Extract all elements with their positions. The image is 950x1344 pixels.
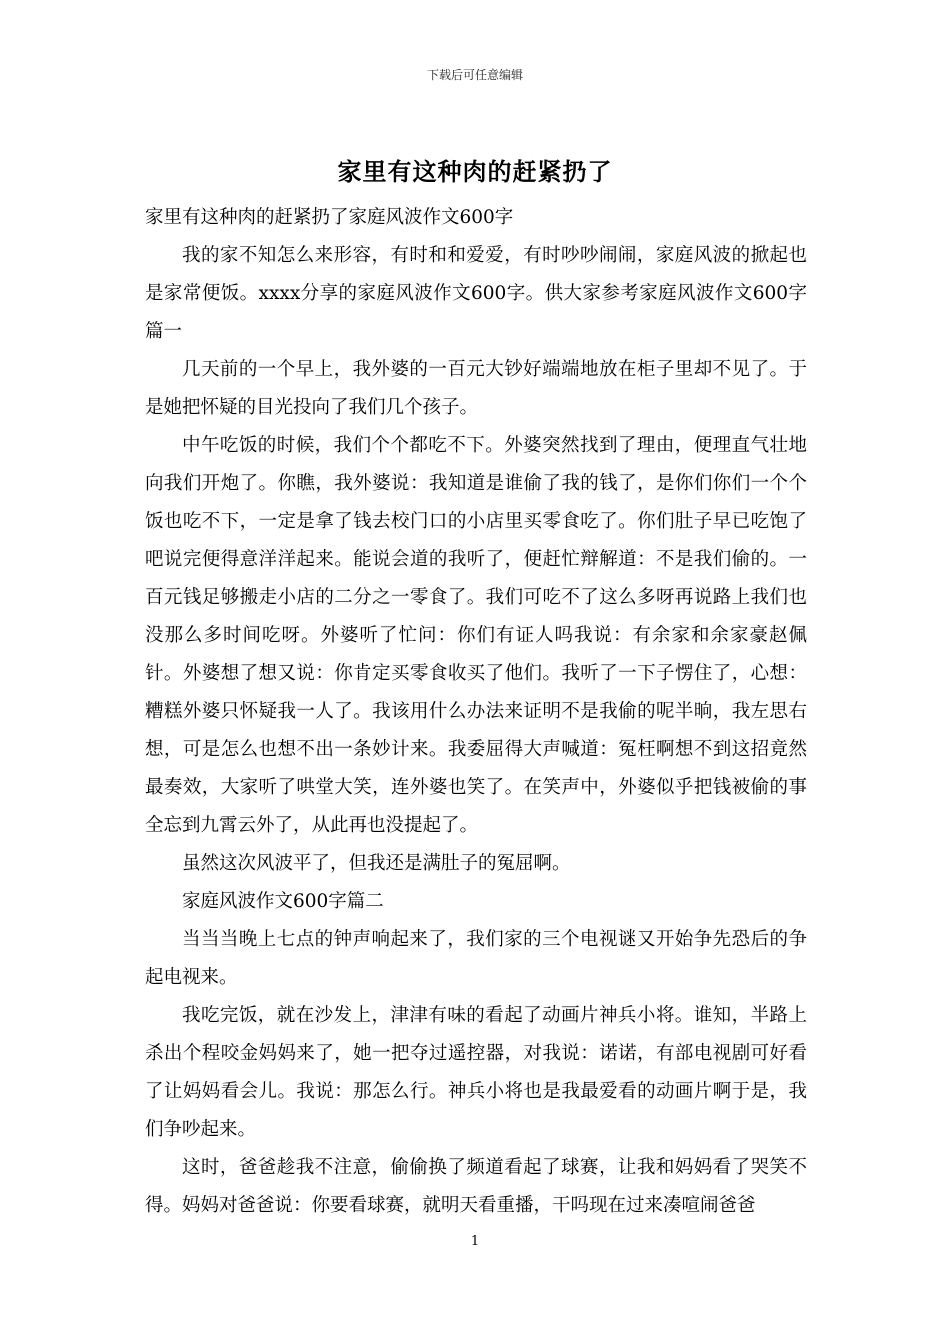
page-header-note: 下载后可任意编辑 (426, 68, 523, 82)
body-paragraph-7: 这时，爸爸趁我不注意，偷偷换了频道看起了球赛，让我和妈妈看了哭笑不得。妈妈对爸爸说：你要看球赛，就明天看重播，干吗现在过来凑喧闹爸爸 (145, 1157, 807, 1216)
body-paragraph-6: 我吃完饭，就在沙发上，津津有味的看起了动画片神兵小将。谁知，半路上杀出个程咬金妈妈来了，她一把夺过遥控器，对我说：诺诺，有部电视剧可好看了让妈妈看会儿。我说：那怎么行。神兵小将也是我最爱看的动画片啊于是，我们争吵起来。 (145, 1005, 807, 1140)
document-body (145, 199, 807, 1225)
document-subtitle: 家里有这种肉的赶紧扔了家庭风波作文600字 (145, 207, 514, 228)
document-title: 家里有这种肉的赶紧扔了 (337, 158, 613, 186)
section-heading: 家庭风波作文600字篇二 (182, 891, 384, 912)
body-paragraph-5: 当当当晚上七点的钟声响起来了，我们家的三个电视谜又开始争先恐后的争起电视来。 (145, 929, 807, 988)
body-paragraph-4: 虽然这次风波平了，但我还是满肚子的冤屈啊。 (182, 853, 571, 874)
body-paragraph-3: 中午吃饭的时候，我们个个都吃不下。外婆突然找到了理由，便理直气壮地向我们开炮了。你瞧，我外婆说：我知道是谁偷了我的钱了，是你们你们一个个饭也吃不下，一定是拿了钱去校门口的小店里买零食吃了。你们肚子早已吃饱了吧说完便得意洋洋起来。能说会道的我听了，便赶忙辩解道：不是我们偷的。一百元钱足够搬走小店的二分之一零食了。我们可吃不了这么多呀再说路上我们也没那么多时间吃呀。外婆听了忙问：你们有证人吗我说：有余家和余家豪赵佩针。外婆想了想又说：你肯定买零食收买了他们。我听了一下子愣住了，心想：糟糕外婆只怀疑我一人了。我该用什么办法来证明不是我偷的呢半晌，我左思右想，可是怎么也想不出一条妙计来。我委屈得大声喊道：冤枉啊想不到这招竟然最奏效，大家听了哄堂大笑，连外婆也笑了。在笑声中，外婆似乎把钱被偷的事全忘到九霄云外了，从此再也没提起了。 (145, 435, 807, 836)
body-paragraph-2: 几天前的一个早上，我外婆的一百元大钞好端端地放在柜子里却不见了。于是她把怀疑的目光投向了我们几个孩子。 (145, 359, 807, 418)
body-paragraph-1: 我的家不知怎么来形容，有时和和爱爱，有时吵吵闹闹，家庭风波的掀起也是家常便饭。xxxx分享的家庭风波作文600字。供大家参考家庭风波作文600字篇一 (145, 245, 807, 342)
page-number: 1 (470, 1234, 480, 1249)
